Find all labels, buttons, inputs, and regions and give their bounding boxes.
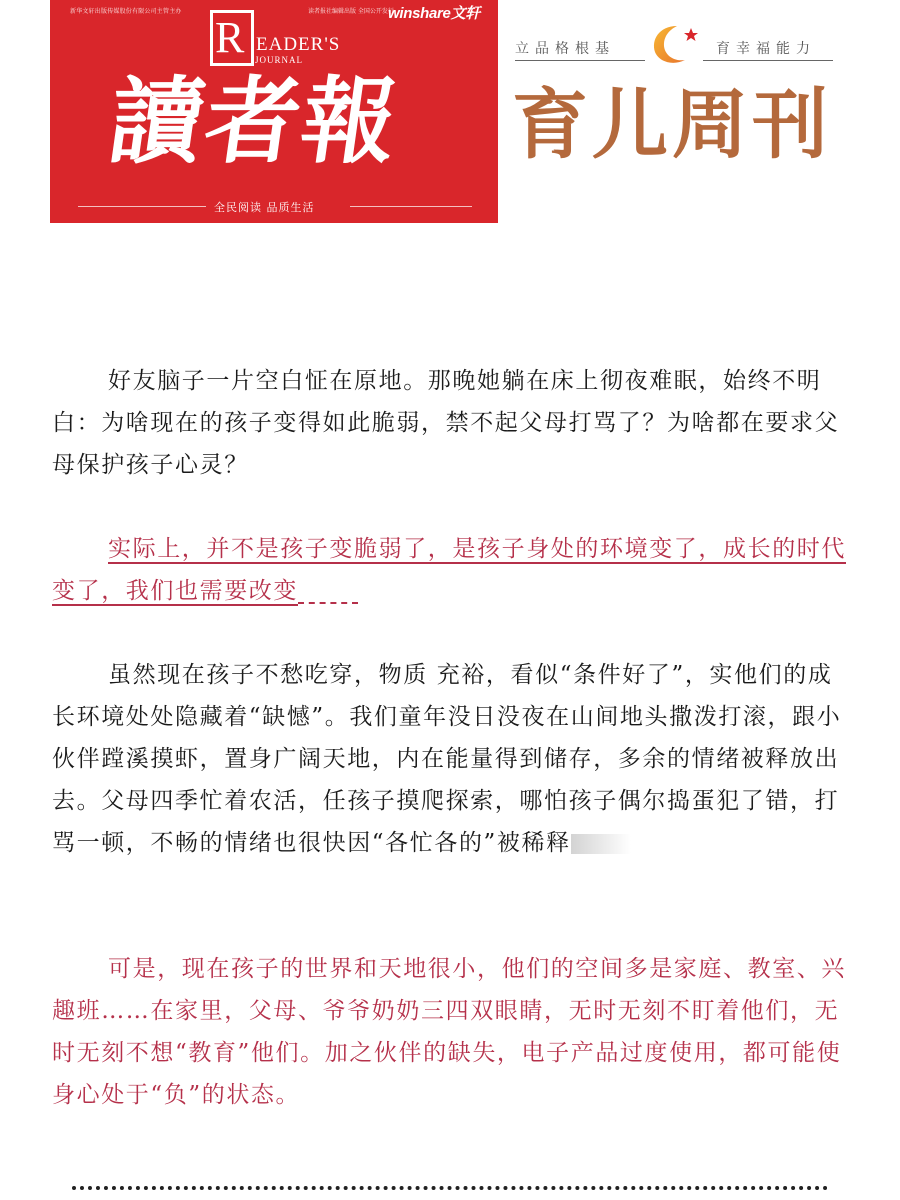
article-paragraph-4-highlight — [52, 948, 852, 1116]
dotted-divider — [72, 1186, 828, 1190]
newspaper-masthead — [50, 0, 498, 223]
article-paragraph-3 — [52, 654, 852, 864]
chinese-title: 讀者報 — [102, 67, 406, 177]
text-fade-out — [571, 834, 631, 854]
dashed-underline-tail — [298, 602, 358, 604]
english-subtitle: JOURNAL — [255, 55, 304, 65]
slogan: 全民阅读 品质生活 — [214, 201, 315, 214]
crescent-star-logo-icon — [647, 22, 699, 66]
paragraph-text: 好友脑子一片空白怔在原地。那晚她躺在床上彻夜难眠，始终不明白：为啥现在的孩子变得如此脆弱，禁不起父母打骂了？为啥都在要求父母保护孩子心灵？ — [52, 368, 840, 478]
paragraph-text: 实际上，并不是孩子变脆弱了，是孩子身处的环境变了，成长的时代变了，我们也需要改变 — [52, 536, 846, 604]
imprint-line: 读者报社编辑出版 全国公开发行 — [308, 8, 394, 15]
slogan-rule-left — [78, 206, 206, 207]
tagline-rule-left — [515, 60, 645, 61]
article-paragraph-1 — [52, 360, 852, 486]
paragraph-text: 虽然现在孩子不愁吃穿，物质 充裕，看似“条件好了”，实他们的成长环境处处隐藏着“缺憾”。我们童年没日没夜在山间地头撒泼打滚，跟小伙伴蹚溪摸虾，置身广阔天地，内在能量得到储存，多余的情绪被释放出去。父母四季忙着农活，任孩子摸爬探索，哪怕孩子偶尔捣蛋犯了错，打骂一顿，不畅的情绪也很快因“各忙各的”被稀释 — [52, 662, 842, 856]
slogan-rule-right — [350, 206, 472, 207]
column-tagline-left: 立品格根基 — [515, 41, 615, 57]
column-title: 育儿周刊 — [512, 80, 832, 169]
logo-initial: R — [215, 13, 245, 62]
column-tagline-right: 育幸福能力 — [716, 41, 816, 57]
brand-logo-text: winshare文轩 — [387, 5, 480, 22]
publisher-line: 新华文轩出版传媒股份有限公司主管主办 — [70, 8, 182, 15]
tagline-rule-right — [703, 60, 833, 61]
english-title: EADER'S — [256, 34, 341, 55]
article-paragraph-2-highlight — [52, 528, 852, 612]
paragraph-text: 可是，现在孩子的世界和天地很小，他们的空间多是家庭、教室、兴趣班……在家里，父母、爷爷奶奶三四双眼睛，无时无刻不盯着他们，无时无刻不想“教育”他们。加之伙伴的缺失，电子产品过度使用，都可能使身心处于“负”的状态。 — [52, 956, 846, 1108]
